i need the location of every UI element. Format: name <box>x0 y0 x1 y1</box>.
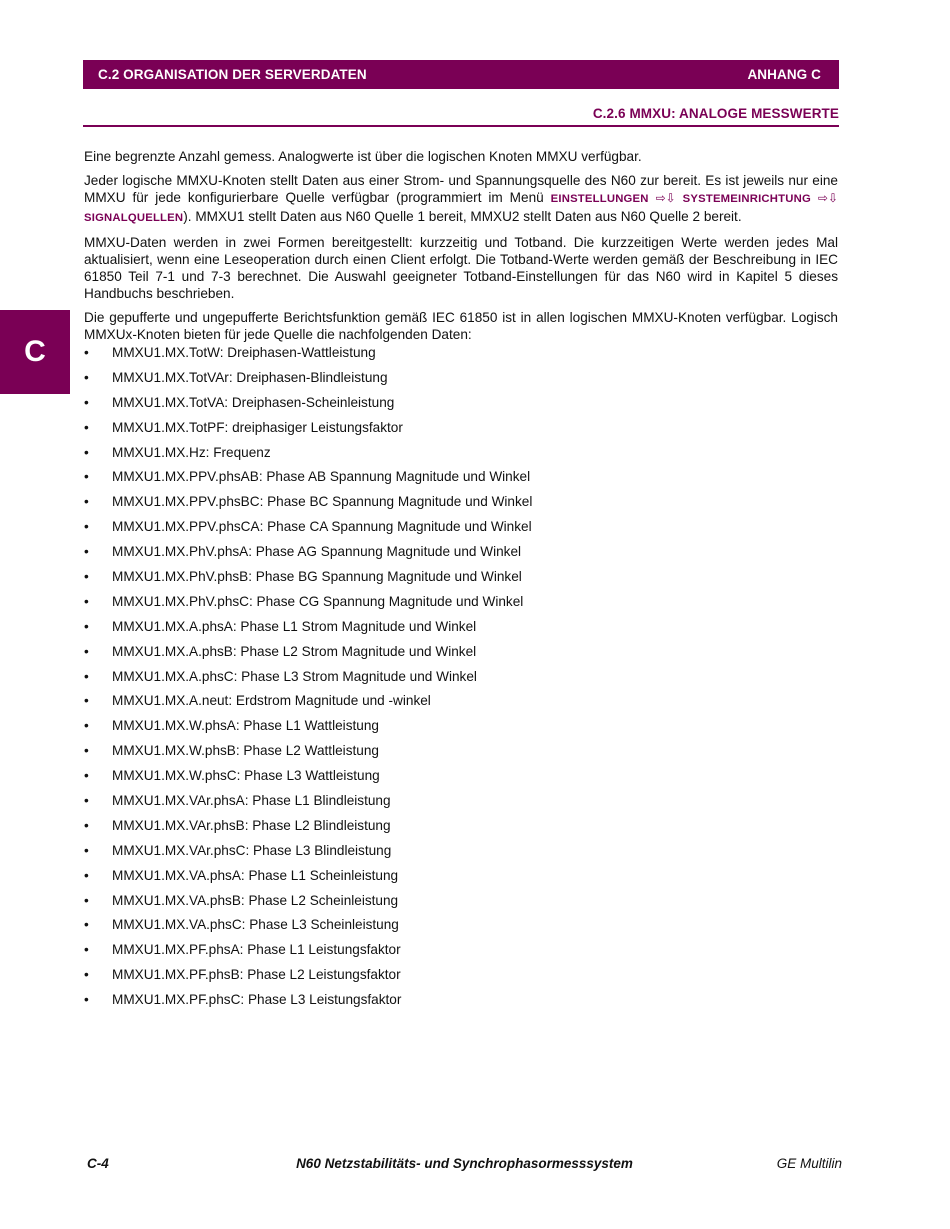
menu-path-signal-sources: SIGNALQUELLEN <box>84 212 184 224</box>
bullet-icon: • <box>84 618 89 634</box>
list-item <box>84 717 838 742</box>
list-item-text: MMXU1.MX.TotVA: Dreiphasen-Scheinleistung <box>112 394 395 410</box>
bullet-icon: • <box>84 867 89 883</box>
list-item-text: MMXU1.MX.PhV.phsB: Phase BG Spannung Magnitude und Winkel <box>112 569 522 585</box>
list-item <box>84 892 838 917</box>
bullet-icon: • <box>84 718 89 734</box>
list-item <box>84 543 838 568</box>
bullet-icon: • <box>84 444 89 460</box>
list-item <box>84 468 838 493</box>
list-item <box>84 767 838 792</box>
header-appendix-label: ANHANG C <box>747 67 821 82</box>
list-item-text: MMXU1.MX.VAr.phsA: Phase L1 Blindleistung <box>112 793 391 809</box>
list-item-text: MMXU1.MX.A.phsB: Phase L2 Strom Magnitude und Winkel <box>112 643 477 659</box>
paragraph-text: ). MMXU1 stellt Daten aus N60 Quelle 1 bereit, MMXU2 stellt Daten aus N60 Quelle 2 bereit. <box>183 209 742 224</box>
bullet-icon: • <box>84 992 89 1008</box>
list-item-text: MMXU1.MX.VA.phsB: Phase L2 Scheinleistung <box>112 892 399 908</box>
bullet-icon: • <box>84 643 89 659</box>
list-item <box>84 444 838 469</box>
bullet-icon: • <box>84 419 89 435</box>
paragraph-deadband: MMXU-Daten werden in zwei Formen bereitgestellt: kurzzeitig und Totband. Die kurzzeitigen Werte werden jedes Mal aktualisiert, wenn eine Leseoperation durch einen Client erfolgt. Die Totband-Werte werden gemäß der Beschreibung in IEC 61850 Teil 7-1 und 7-3 berechnet. Die Auswahl geeigneter Totband-Einstellungen für das N60 wird in Kapitel 5 dieses Handbuchs beschrieben. <box>84 235 838 301</box>
list-item <box>84 394 838 419</box>
list-item <box>84 493 838 518</box>
bullet-icon: • <box>84 967 89 983</box>
list-item <box>84 742 838 767</box>
list-item-text: MMXU1.MX.PPV.phsBC: Phase BC Spannung Magnitude und Winkel <box>112 494 533 510</box>
list-item <box>84 991 838 1016</box>
footer-page-number: C-4 <box>87 1156 109 1171</box>
paragraph-intro: Eine begrenzte Anzahl gemess. Analogwerte ist über die logischen Knoten MMXU verfügbar. <box>84 149 642 164</box>
page-footer <box>87 1156 842 1174</box>
paragraph-mmxu-nodes <box>84 172 838 227</box>
list-item <box>84 867 838 892</box>
list-item-text: MMXU1.MX.W.phsA: Phase L1 Wattleistung <box>112 718 379 734</box>
bullet-icon: • <box>84 917 89 933</box>
paragraph-text: Jeder logische MMXU-Knoten stellt Daten aus einer Strom- und Spannungsquelle des N60 zur bereit. Es ist jeweils nur eine MMXU für jede konfigurierbare Quelle verfügbar (programmiert im Menü <box>84 173 838 205</box>
list-item <box>84 643 838 668</box>
bullet-icon: • <box>84 668 89 684</box>
bullet-icon: • <box>84 768 89 784</box>
list-item <box>84 618 838 643</box>
list-item-text: MMXU1.MX.TotVAr: Dreiphasen-Blindleistung <box>112 369 388 385</box>
list-item-text: MMXU1.MX.VA.phsA: Phase L1 Scheinleistung <box>112 867 399 883</box>
list-item <box>84 941 838 966</box>
bullet-icon: • <box>84 519 89 535</box>
list-item-text: MMXU1.MX.TotW: Dreiphasen-Wattleistung <box>112 345 376 360</box>
list-item-text: MMXU1.MX.Hz: Frequenz <box>112 444 271 460</box>
section-title: C.2.6 MMXU: ANALOGE MESSWERTE <box>592 106 839 121</box>
chapter-tab <box>0 310 70 394</box>
bullet-icon: • <box>84 793 89 809</box>
bullet-icon: • <box>84 469 89 485</box>
bullet-icon: • <box>84 345 89 360</box>
bullet-icon: • <box>84 593 89 609</box>
list-item-text: MMXU1.MX.VAr.phsB: Phase L2 Blindleistung <box>112 817 391 833</box>
list-item <box>84 518 838 543</box>
list-item-text: MMXU1.MX.PhV.phsC: Phase CG Spannung Magnitude und Winkel <box>112 593 524 609</box>
list-item-text: MMXU1.MX.W.phsB: Phase L2 Wattleistung <box>112 743 379 759</box>
list-item-text: MMXU1.MX.W.phsC: Phase L3 Wattleistung <box>112 768 380 784</box>
bullet-icon: • <box>84 743 89 759</box>
list-item <box>84 966 838 991</box>
bullet-icon: • <box>84 892 89 908</box>
menu-arrow-icon: ⇨⇩ <box>817 191 838 205</box>
footer-brand: GE Multilin <box>776 1156 842 1171</box>
list-item-text: MMXU1.MX.A.phsC: Phase L3 Strom Magnitude und Winkel <box>112 668 477 684</box>
list-item-text: MMXU1.MX.PPV.phsAB: Phase AB Spannung Magnitude und Winkel <box>112 469 531 485</box>
list-item <box>84 842 838 867</box>
chapter-tab-letter: C <box>24 335 46 368</box>
list-item <box>84 692 838 717</box>
list-item-text: MMXU1.MX.PhV.phsA: Phase AG Spannung Magnitude und Winkel <box>112 544 522 560</box>
header-section-label: C.2 ORGANISATION DER SERVERDATEN <box>98 67 367 82</box>
section-divider <box>83 125 839 127</box>
list-item <box>84 568 838 593</box>
menu-path-settings: EINSTELLUNGEN <box>550 193 649 205</box>
menu-arrow-icon: ⇨⇩ <box>655 191 676 205</box>
bullet-icon: • <box>84 942 89 958</box>
header-bar <box>83 60 839 89</box>
page-content <box>84 148 838 1016</box>
list-item-text: MMXU1.MX.PF.phsB: Phase L2 Leistungsfaktor <box>112 967 401 983</box>
list-item-text: MMXU1.MX.TotPF: dreiphasiger Leistungsfaktor <box>112 419 403 435</box>
bullet-icon: • <box>84 693 89 709</box>
footer-document-title: N60 Netzstabilitäts- und Synchrophasormesssystem <box>296 1156 633 1171</box>
bullet-icon: • <box>84 369 89 385</box>
list-item <box>84 916 838 941</box>
list-item-text: MMXU1.MX.A.neut: Erdstrom Magnitude und -winkel <box>112 693 431 709</box>
bullet-icon: • <box>84 544 89 560</box>
list-item <box>84 817 838 842</box>
menu-path-system-setup: SYSTEMEINRICHTUNG <box>682 193 811 205</box>
bullet-icon: • <box>84 494 89 510</box>
list-item <box>84 792 838 817</box>
bullet-icon: • <box>84 394 89 410</box>
data-item-list <box>84 344 838 1016</box>
list-item <box>84 593 838 618</box>
list-item-text: MMXU1.MX.VA.phsC: Phase L3 Scheinleistung <box>112 917 399 933</box>
list-item <box>84 369 838 394</box>
list-item-text: MMXU1.MX.A.phsA: Phase L1 Strom Magnitude und Winkel <box>112 618 477 634</box>
bullet-icon: • <box>84 817 89 833</box>
list-item-text: MMXU1.MX.PF.phsC: Phase L3 Leistungsfaktor <box>112 992 402 1008</box>
list-item-text: MMXU1.MX.VAr.phsC: Phase L3 Blindleistung <box>112 842 392 858</box>
list-item-text: MMXU1.MX.PF.phsA: Phase L1 Leistungsfaktor <box>112 942 401 958</box>
list-item <box>84 668 838 693</box>
list-item <box>84 419 838 444</box>
list-item-text: MMXU1.MX.PPV.phsCA: Phase CA Spannung Magnitude und Winkel <box>112 519 532 535</box>
list-item <box>84 344 838 369</box>
bullet-icon: • <box>84 842 89 858</box>
bullet-icon: • <box>84 569 89 585</box>
paragraph-reporting: Die gepufferte und ungepufferte Berichtsfunktion gemäß IEC 61850 ist in allen logischen MMXU-Knoten verfügbar. Logisch MMXUx-Knoten bieten für jede Quelle die nachfolgenden Daten: <box>84 310 838 342</box>
